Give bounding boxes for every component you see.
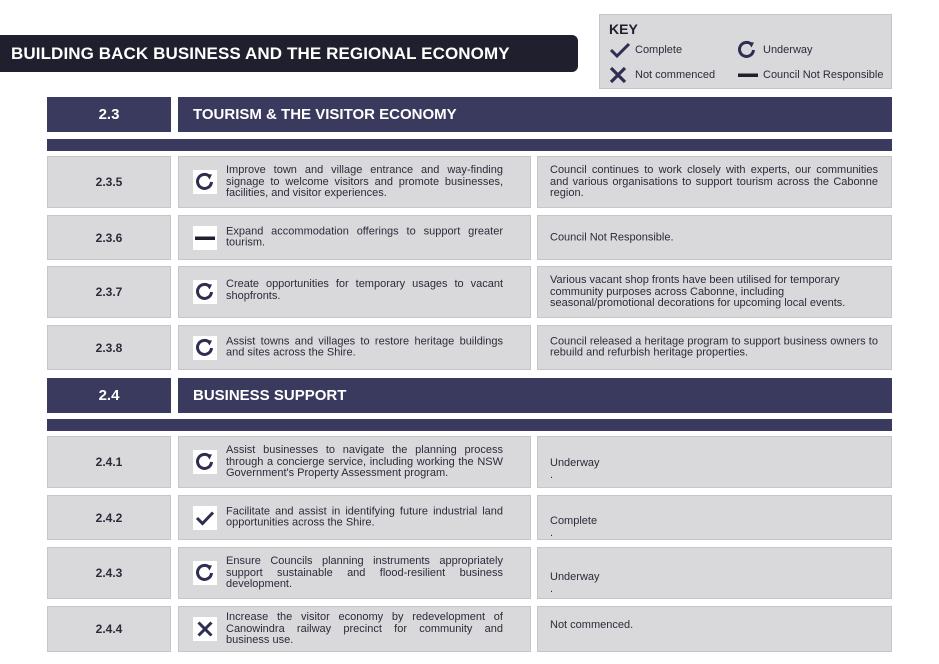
section-number: 2.3 xyxy=(47,97,171,132)
comment-text xyxy=(550,572,878,595)
action-number: 2.3.5 xyxy=(47,156,171,208)
section-title: TOURISM & THE VISITOR ECONOMY xyxy=(178,97,892,132)
action-number: 2.3.6 xyxy=(47,215,171,260)
action-number: 2.4.4 xyxy=(47,606,171,652)
section-divider xyxy=(47,419,892,431)
section-divider xyxy=(47,139,892,151)
key-label: Complete xyxy=(635,44,683,56)
comment-cell xyxy=(537,436,892,488)
comment-text: Not commenced. xyxy=(550,619,634,631)
status-key xyxy=(599,14,892,89)
action-number: 2.4.2 xyxy=(47,495,171,540)
section-title: BUSINESS SUPPORT xyxy=(178,378,892,413)
action-cell xyxy=(178,156,531,208)
underway-icon xyxy=(193,280,217,304)
action-cell xyxy=(178,547,531,599)
action-text: Assist businesses to navigate the planning process through a concierge service, including working the NSW Government's Property Assessment program. xyxy=(226,443,503,479)
comment-text xyxy=(550,458,878,481)
comment-cell xyxy=(537,547,892,599)
comment-cell xyxy=(537,495,892,540)
comment-text: Council continues to work closely with experts, our communities and various organisations to support tourism across the Cabonne region. xyxy=(550,163,878,199)
check-icon xyxy=(609,41,631,59)
action-number: 2.4.1 xyxy=(47,436,171,488)
comment-cell xyxy=(537,156,892,208)
key-label: Underway xyxy=(763,44,813,56)
action-text: Assist towns and villages to restore heritage buildings and sites across the Shire. xyxy=(226,335,503,359)
key-item-council-not-responsible xyxy=(737,66,883,84)
comment-cell xyxy=(537,266,892,318)
comment-status: Underway xyxy=(550,571,600,583)
action-text: Ensure Councils planning instruments appropriately support sustainable and flood-resilient business development. xyxy=(226,555,503,590)
comment-dot: . xyxy=(550,468,554,481)
underway-icon xyxy=(193,450,217,474)
underway-icon xyxy=(193,336,217,360)
comment-dot: . xyxy=(550,526,554,539)
comment-text: Various vacant shop fronts have been utilised for temporary community purposes across Cabonne, including seasonal/promotional decorations for upcoming local events. xyxy=(550,273,846,309)
dash-icon xyxy=(737,66,759,84)
section-number: 2.4 xyxy=(47,378,171,413)
underway-icon xyxy=(737,41,759,59)
dash-icon xyxy=(193,226,217,250)
key-item-not-commenced xyxy=(609,66,715,84)
action-cell xyxy=(178,215,531,260)
comment-status: Underway xyxy=(550,457,600,469)
page-title: BUILDING BACK BUSINESS AND THE REGIONAL ECONOMY xyxy=(0,35,578,72)
action-cell xyxy=(178,436,531,488)
comment-text: Council released a heritage program to support business owners to rebuild and refurbish heritage properties. xyxy=(550,335,878,359)
comment-dot: . xyxy=(550,582,554,595)
comment-status: Complete xyxy=(550,515,598,527)
comment-text: Council Not Responsible. xyxy=(550,230,674,243)
check-icon xyxy=(193,506,217,530)
underway-icon xyxy=(193,561,217,585)
key-item-underway xyxy=(737,41,813,59)
action-text: Create opportunities for temporary usages to vacant shopfronts. xyxy=(226,278,503,302)
comment-cell xyxy=(537,606,892,652)
action-cell xyxy=(178,495,531,540)
underway-icon xyxy=(193,170,217,194)
action-text: Facilitate and assist in identifying future industrial land opportunities across the Shire. xyxy=(226,505,503,529)
key-item-complete xyxy=(609,41,682,59)
key-label: Not commenced xyxy=(635,69,716,81)
action-text: Improve town and village entrance and way-finding signage to welcome visitors and promote businesses, facilities, and visitor experiences. xyxy=(226,163,503,199)
comment-cell xyxy=(537,325,892,370)
comment-cell xyxy=(537,215,892,260)
comment-text xyxy=(550,516,878,539)
cross-icon xyxy=(609,66,631,84)
action-number: 2.3.8 xyxy=(47,325,171,370)
action-cell xyxy=(178,266,531,318)
action-number: 2.3.7 xyxy=(47,266,171,318)
action-text: Increase the visitor economy by redevelopment of Canowindra railway precinct for community and business use. xyxy=(226,610,503,646)
key-label: Council Not Responsible xyxy=(763,69,884,81)
action-cell xyxy=(178,606,531,652)
key-title: KEY xyxy=(609,21,638,37)
cross-icon xyxy=(193,617,217,641)
action-number: 2.4.3 xyxy=(47,547,171,599)
action-cell xyxy=(178,325,531,370)
action-text: Expand accommodation offerings to support greater tourism. xyxy=(226,225,503,249)
